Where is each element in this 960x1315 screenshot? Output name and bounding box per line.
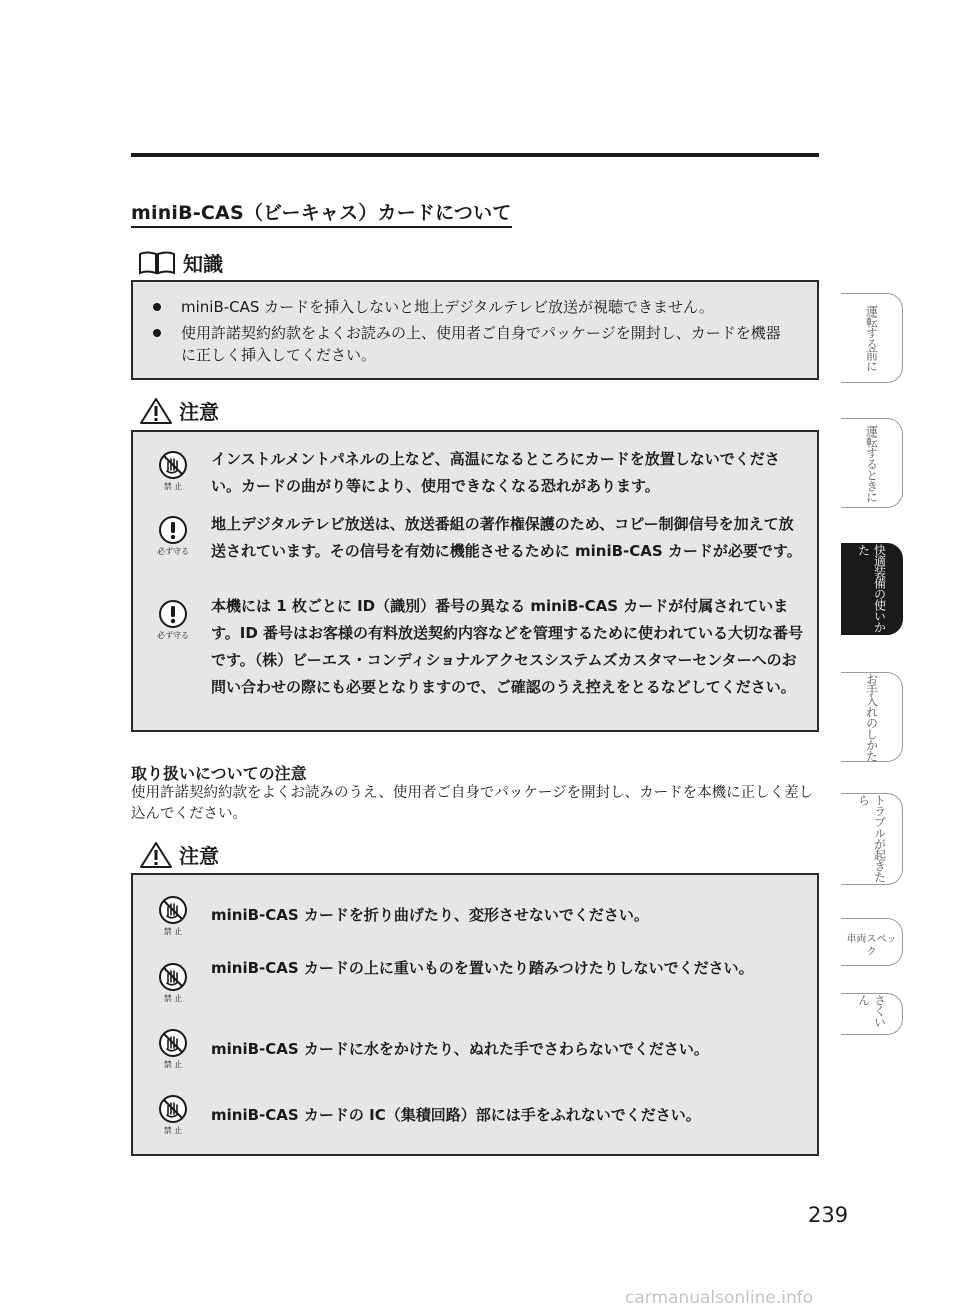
section-title: miniB-CAS（ビーキャス）カードについて [131,198,512,228]
caution-item-text: インストルメントパネルの上など、高温になるところにカードを放置しないでください。カードの曲がり等により、使用できなくなる恐れがあります。 [211,450,780,495]
prohibition-icon [153,1094,193,1136]
caution-heading-label: 注意 [179,400,219,424]
warning-triangle-icon [139,841,173,869]
book-icon [137,250,177,276]
handling-body: 使用許諾契約約款をよくお読みのうえ、使用者ご自身でパッケージを開封し、カードを本機に正しく差し込んでください。 [131,785,814,822]
icon-caption: 禁 止 [163,994,183,1003]
top-rule [131,153,819,157]
icon-caption: 禁 止 [163,927,183,936]
knowledge-bullet-text: 使用許諾契約約款をよくお読みの上、使用者ご自身でパッケージを開封し、カードを機器に正しく挿入してください。 [181,324,781,364]
side-tab-vehicle-specs[interactable]: 車両スペック [841,918,903,966]
icon-caption: 必ず守る [157,631,189,640]
caution-item-text: miniB-CAS カードを折り曲げたり、変形させないでください。 [211,906,649,924]
icon-caption: 禁 止 [163,1060,183,1069]
caution-heading-label: 注意 [179,844,219,868]
side-tab-before-driving[interactable]: 運転する前に [841,293,903,383]
warning-triangle-icon [139,397,173,425]
caution-heading [139,396,219,425]
prohibition-icon [153,962,193,1004]
knowledge-heading-label: 知識 [183,252,223,276]
caution-item-text: miniB-CAS カードの上に重いものを置いたり踏みつけたりしないでください。 [211,959,754,977]
prohibition-icon [153,895,193,937]
prohibition-icon [153,1028,193,1070]
knowledge-heading [137,248,223,277]
caution-heading [139,840,219,869]
caution-item-text: 本機には 1 枚ごとに ID（識別）番号の異なる miniB-CAS カードが付属されています。ID 番号はお客様の有料放送契約内容などを管理するために使われている大切な番号です。（株）ビーエス・コンディショナルアクセスシステムズカスタマーセンターへのお問い合わせの際にも必要となりますので、ご確認のうえ控えをとるなどしてください。 [211,597,804,696]
caution-item-text: miniB-CAS カードに水をかけたり、ぬれた手でさわらないでください。 [211,1040,709,1058]
handling-title: 取り扱いについての注意 [131,764,307,783]
caution-box [131,430,819,732]
icon-caption: 禁 止 [163,482,183,491]
knowledge-box [131,280,819,380]
footer-watermark: carmanualsonline.info [625,1288,814,1308]
icon-caption: 必ず守る [157,547,189,556]
prohibition-icon [153,450,193,492]
side-tab-index[interactable]: さくいん [841,993,903,1035]
side-tab-troubleshooting[interactable]: トラブルが起きたら [841,793,903,885]
caution-box [131,873,819,1156]
knowledge-bullet-text: miniB-CAS カードを挿入しないと地上デジタルテレビ放送が視聴できません。 [181,298,714,316]
icon-caption: 禁 止 [163,1126,183,1135]
bullet-dot [153,303,161,311]
side-tab-comfort-equipment[interactable]: 快適装備の使いかた [841,543,903,635]
mandatory-icon [153,515,193,557]
page-number: 239 [808,1203,849,1227]
mandatory-icon [153,599,193,641]
bullet-dot [153,329,161,337]
side-tab-while-driving[interactable]: 運転するときに [841,418,903,508]
side-tab-maintenance[interactable]: お手入れのしかた [841,672,903,762]
caution-item-text: miniB-CAS カードの IC（集積回路）部には手をふれないでください。 [211,1106,701,1124]
caution-item-text: 地上デジタルテレビ放送は、放送番組の著作権保護のため、コピー制御信号を加えて放送されています。その信号を有効に機能させるために miniB-CAS カードが必要です。 [211,515,802,560]
